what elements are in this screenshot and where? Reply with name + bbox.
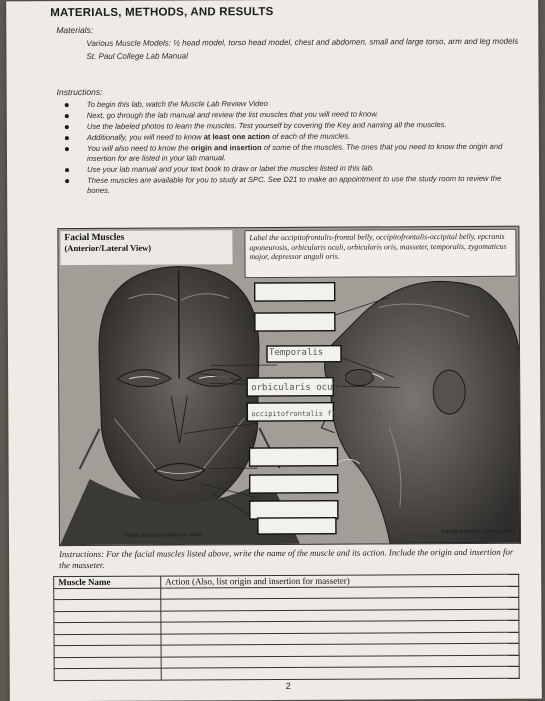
svg-text:occipitofrontalis frontal bell	[251, 409, 382, 418]
muscle-name-cell[interactable]	[54, 645, 161, 657]
instruction-item	[65, 120, 520, 132]
figure-label-instruction: Label the occipitofrontalis-frontal belly, occipitofrontalis-occipital belly, epcranis aponeurosis, orbicularis oculi, orbicularis oris, masseter, temporalis, zygomaticus major, depressor anguli oris.	[244, 229, 516, 278]
handwritten-label: Temporalis	[269, 348, 323, 358]
page-number: 2	[286, 681, 291, 691]
instructions-list	[65, 98, 521, 197]
instruction-text: Use your lab manual and your text book to draw or label the muscles listed in this lab.	[87, 164, 374, 175]
caption-anterior: Facial muscles (anterior view)	[124, 532, 202, 538]
muscle-name-cell[interactable]	[54, 657, 161, 669]
muscle-name-cell[interactable]	[54, 599, 161, 611]
instruction-item	[65, 131, 520, 143]
label-box	[255, 313, 335, 331]
instruction-text: To begin this lab, watch the Muscle Lab Review Video	[87, 99, 268, 109]
instruction-emphasis: at least one action	[204, 132, 270, 141]
materials-item: St. Paul College Lab Manual	[86, 49, 526, 62]
table-instructions: Instructions: For the facial muscles listed above, write the name of the muscle and its action. Include the origin and insertion for the masseter.	[59, 547, 524, 571]
instruction-item	[65, 109, 520, 121]
figure-title-box	[60, 230, 232, 265]
bullet-icon	[65, 114, 69, 118]
figure-title: Facial Muscles	[64, 232, 228, 243]
svg-text:Temporalis	[269, 348, 323, 358]
header-muscle-name: Muscle Name	[54, 576, 161, 588]
worksheet-page	[6, 0, 542, 701]
instruction-item	[65, 142, 520, 164]
table-row	[54, 666, 519, 680]
bullet-icon	[65, 103, 69, 107]
muscle-name-cell[interactable]	[54, 611, 161, 623]
handwritten-label: orbicularis oculi	[251, 383, 343, 393]
instruction-item	[65, 98, 520, 110]
instruction-text: Use the labeled photos to learn the muscles. Test yourself by covering the Key and naming all the muscles.	[87, 120, 447, 131]
caption-lateral: Facial muscles (lateral view)	[442, 529, 516, 535]
label-box	[255, 283, 335, 301]
materials-label: Materials:	[56, 25, 93, 35]
bullet-icon	[65, 179, 69, 183]
muscle-name-cell[interactable]	[54, 634, 161, 646]
materials-item: Various Muscle Models: ½ head model, torso head model, chest and abdomen, small and large torso, arm and leg models	[86, 37, 526, 50]
instruction-text: These muscles are available for you to study at SPC. See D21 to make an appointment to use the study room to review the bones.	[87, 174, 501, 195]
instruction-text: of each of the muscles.	[270, 132, 350, 141]
figure-subtitle: (Anterior/Lateral View)	[64, 242, 228, 253]
instruction-text: Additionally, you will need to know	[87, 133, 204, 143]
svg-text:orbicularis oculi	[251, 383, 343, 393]
instructions-label: Instructions:	[57, 87, 103, 97]
muscle-name-cell[interactable]	[54, 588, 161, 600]
facial-muscles-figure	[57, 226, 521, 546]
section-heading: MATERIALS, METHODS, AND RESULTS	[50, 6, 273, 19]
handwritten-label: occipitofrontalis frontal belly	[251, 409, 382, 418]
instruction-text: Next, go through the lab manual and review the list muscles that you will need to know.	[87, 110, 379, 121]
instruction-text: of some of the muscles. The ones that you need to know the origin and insertion for are listed in your lab manual.	[87, 142, 502, 163]
answer-table	[53, 574, 520, 681]
bullet-icon	[65, 168, 69, 172]
muscle-name-cell[interactable]	[54, 622, 161, 634]
bullet-icon	[65, 125, 69, 129]
instruction-text: You will also need to know the	[87, 144, 191, 154]
action-cell[interactable]	[161, 666, 519, 679]
instruction-item	[65, 163, 520, 175]
bullet-icon	[65, 136, 69, 140]
muscle-name-cell[interactable]	[54, 668, 161, 680]
materials-list	[86, 37, 526, 64]
header-action: Action (Also, list origin and insertion for masseter)	[161, 574, 519, 587]
bullet-icon	[65, 147, 69, 151]
instruction-emphasis: origin and insertion	[191, 143, 262, 152]
instruction-item	[65, 174, 520, 196]
